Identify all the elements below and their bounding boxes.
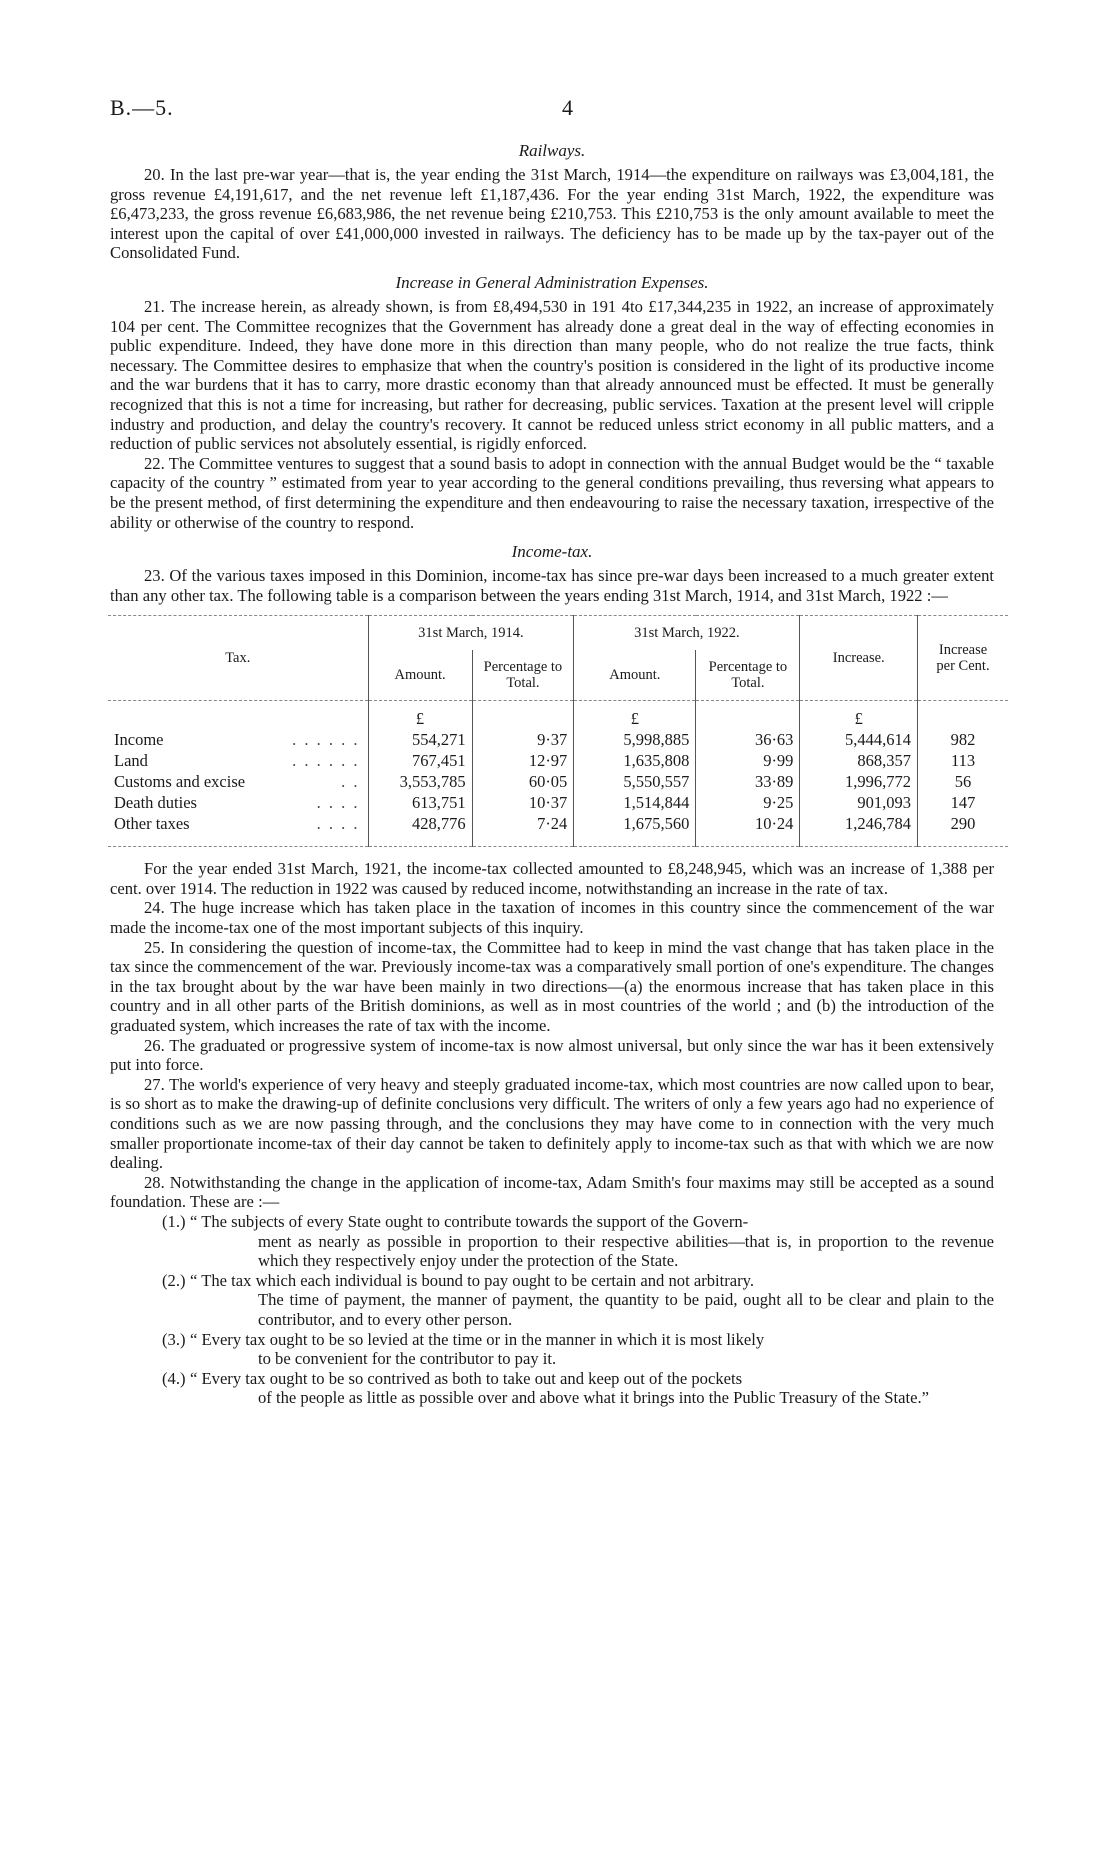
amount-1922-cell: 1,514,844 bbox=[574, 792, 696, 813]
table-header-amount-1922: Amount. bbox=[574, 650, 696, 701]
percentage-1922-cell: 36·63 bbox=[696, 729, 800, 750]
paragraph-21: 21. The increase herein, as already shown, is from £8,494,530 in 191 4to £17,344,235 in 1922, an increase of approximately 104 per cent. The Committee recognizes that the Government has already done a great deal in the way of effecting economies in public expenditure. Indeed, they have done more in this direction than many people, who do not realize the true facts, think necessary. The Committee desires to emphasize that when the country's position is considered in the light of its productive income and the war burdens that it has to carry, more drastic economy than that already announced must be effected. It must be generally recognized that this is not a time for increasing, but rather for decreasing, public services. Taxation at the present level will cripple industry and production, and delay the country's recovery. It cannot be reduced unless strict economy in all public matters, and a reduction of public services not absolutely essential, is rigidly enforced. bbox=[110, 296, 994, 454]
maxim-text-continuation: ment as nearly as possible in proportion to their respective abilities—that is, in proportion to the revenue which they respectively enjoy under the protection of the State. bbox=[258, 1231, 994, 1271]
paragraph-25: 25. In considering the question of income-tax, the Committee had to keep in mind the vast change that has taken place in the tax since the commencement of the war. Previously income-tax was a comparatively small portion of one's expenditure. The changes in the tax brought about by the war have been mainly in two directions—(a) the enormous increase that has taken place in this country and in all other parts of the British dominions, as well as in most countries of the world ; and (b) the introduction of the graduated system, which increases the rate of tax with the income. bbox=[110, 937, 994, 1036]
percentage-1914-cell: 60·05 bbox=[472, 771, 574, 792]
amount-1922-cell: 1,635,808 bbox=[574, 750, 696, 771]
increase-cell: 901,093 bbox=[800, 792, 918, 813]
page-number: 4 bbox=[562, 95, 573, 120]
section-heading-admin: Increase in General Administration Expenses. bbox=[395, 272, 709, 292]
leader-dots: . . . . bbox=[316, 813, 360, 833]
maxim-text-first-line: “ Every tax ought to be so levied at the time or in the manner in which it is most likely bbox=[190, 1329, 765, 1349]
maxim-text-continuation: The time of payment, the manner of payment, the quantity to be paid, ought all to be clear and plain to the contributor, and to every other person. bbox=[258, 1290, 994, 1329]
table-header-amount-1914: Amount. bbox=[368, 650, 472, 701]
paragraph-27: 27. The world's experience of very heavy and steeply graduated income-tax, which most countries are now called upon to bear, is so short as to make the drawing-up of definite conclusions very difficult. The writers of only a few years ago had no experience of conditions such as we are now passing through, and the conclusions they may have come to in connection with the very much smaller proportionate income-tax of their day cannot be taken to definitely apply to income-tax such as that with which we are now dealing. bbox=[110, 1074, 994, 1173]
section-heading-income-tax: Income-tax. bbox=[511, 542, 593, 562]
percentage-1914-cell: 7·24 bbox=[472, 813, 574, 834]
increase-per-cent-cell: 147 bbox=[918, 792, 1008, 813]
document-page bbox=[110, 95, 994, 1408]
paragraph-22: 22. The Committee ventures to suggest that a sound basis to adopt in connection with the annual Budget would be the “ taxable capacity of the country ” estimated from year to year according to the general conditions prevailing, thus reversing what appears to be the present method, of first determining the expenditure and then endeavouring to raise the necessary taxation, irrespective of the ability or otherwise of the country to respond. bbox=[110, 453, 994, 532]
tax-name-cell: Customs and excise bbox=[114, 771, 246, 791]
increase-per-cent-cell: 982 bbox=[918, 729, 1008, 750]
paragraph-20: 20. In the last pre-war year—that is, the year ending the 31st March, 1914—the expenditure on railways was £3,004,181, the gross revenue £4,191,617, and the net revenue left £1,187,436. For the year ending 31st March, 1922, the expenditure was £6,473,233, the gross revenue £6,683,986, the net revenue being £210,753. This £210,753 is the only amount available to meet the interest upon the capital of over £41,000,000 invested in railways. The deficiency has to be made up by the tax-payer out of the Consolidated Fund. bbox=[110, 165, 994, 263]
table-row bbox=[108, 771, 1008, 792]
maxims-list bbox=[110, 1212, 994, 1408]
table-header-1922: 31st March, 1922. bbox=[574, 616, 800, 651]
percentage-1914-cell: 10·37 bbox=[472, 792, 574, 813]
currency-mark-increase: £ bbox=[800, 701, 918, 730]
leader-dots: . . . . . . bbox=[292, 750, 360, 770]
increase-cell: 1,246,784 bbox=[800, 813, 918, 834]
maxim-item bbox=[162, 1368, 994, 1408]
paragraph-24: 24. The huge increase which has taken place in the taxation of incomes in this country since the commencement of the war made the income-tax one of the most important subjects of this inquiry. bbox=[110, 898, 994, 938]
increase-per-cent-cell: 290 bbox=[918, 813, 1008, 834]
maxim-number: (2.) bbox=[162, 1270, 186, 1290]
maxim-item bbox=[162, 1211, 994, 1271]
document-reference: B.—5. bbox=[110, 95, 174, 120]
currency-mark-1914: £ bbox=[368, 701, 472, 730]
increase-per-cent-cell: 56 bbox=[918, 771, 1008, 792]
maxim-number: (4.) bbox=[162, 1368, 186, 1388]
maxim-text-continuation: of the people as little as possible over and above what it brings into the Public Treasury of the State.” bbox=[258, 1388, 929, 1408]
percentage-1922-cell: 33·89 bbox=[696, 771, 800, 792]
increase-cell: 868,357 bbox=[800, 750, 918, 771]
maxim-text-continuation: to be convenient for the contributor to pay it. bbox=[258, 1349, 557, 1369]
maxim-text-first-line: “ The subjects of every State ought to contribute towards the support of the Govern- bbox=[190, 1211, 749, 1231]
currency-mark-1922: £ bbox=[574, 701, 696, 730]
amount-1914-cell: 3,553,785 bbox=[368, 771, 472, 792]
increase-per-cent-cell: 113 bbox=[918, 750, 1008, 771]
amount-1922-cell: 5,998,885 bbox=[574, 729, 696, 750]
table-header-percentage-1922: Percentage to Total. bbox=[696, 650, 800, 701]
amount-1914-cell: 554,271 bbox=[368, 729, 472, 750]
tax-name-cell: Other taxes bbox=[114, 813, 190, 833]
tax-name-cell: Income bbox=[114, 729, 164, 749]
increase-cell: 5,444,614 bbox=[800, 729, 918, 750]
table-header-increase: Increase. bbox=[800, 616, 918, 701]
table-header-percentage-1914: Percentage to Total. bbox=[472, 650, 574, 701]
percentage-1914-cell: 12·97 bbox=[472, 750, 574, 771]
percentage-1914-cell: 9·37 bbox=[472, 729, 574, 750]
maxim-text-first-line: “ The tax which each individual is bound to pay ought to be certain and not arbitrary. bbox=[190, 1270, 755, 1290]
tax-comparison-table bbox=[108, 615, 1008, 847]
table-header-1914: 31st March, 1914. bbox=[368, 616, 574, 651]
maxim-number: (1.) bbox=[162, 1211, 186, 1231]
table-row bbox=[108, 792, 1008, 813]
table-row bbox=[108, 750, 1008, 771]
tax-name-cell: Land bbox=[114, 750, 148, 770]
percentage-1922-cell: 9·25 bbox=[696, 792, 800, 813]
amount-1914-cell: 428,776 bbox=[368, 813, 472, 834]
leader-dots: . . . . bbox=[316, 792, 360, 812]
amount-1922-cell: 5,550,557 bbox=[574, 771, 696, 792]
maxim-item bbox=[162, 1329, 994, 1369]
paragraph-28: 28. Notwithstanding the change in the application of income-tax, Adam Smith's four maxims may still be accepted as a sound foundation. These are :— bbox=[110, 1172, 994, 1212]
increase-cell: 1,996,772 bbox=[800, 771, 918, 792]
table-header-increase-per-cent: Increase per Cent. bbox=[918, 616, 1008, 701]
tax-table-body bbox=[108, 729, 1008, 834]
percentage-1922-cell: 9·99 bbox=[696, 750, 800, 771]
tax-name-cell: Death duties bbox=[114, 792, 197, 812]
table-row bbox=[108, 813, 1008, 834]
amount-1922-cell: 1,675,560 bbox=[574, 813, 696, 834]
table-header-tax: Tax. bbox=[225, 650, 251, 667]
page-header bbox=[110, 95, 994, 135]
maxim-text-first-line: “ Every tax ought to be so contrived as both to take out and keep out of the pockets bbox=[190, 1368, 743, 1388]
maxim-item bbox=[162, 1270, 994, 1330]
section-heading-railways: Railways. bbox=[518, 141, 586, 160]
maxim-number: (3.) bbox=[162, 1329, 186, 1349]
amount-1914-cell: 613,751 bbox=[368, 792, 472, 813]
leader-dots: . . bbox=[341, 771, 360, 791]
table-row bbox=[108, 729, 1008, 750]
percentage-1922-cell: 10·24 bbox=[696, 813, 800, 834]
paragraph-23: 23. Of the various taxes imposed in this Dominion, income-tax has since pre-war days been increased to a much greater extent than any other tax. The following table is a comparison between the years ending 31st March, 1914, and 31st March, 1922 :— bbox=[110, 566, 994, 605]
leader-dots: . . . . . . bbox=[292, 729, 360, 749]
paragraph-23-continued: For the year ended 31st March, 1921, the income-tax collected amounted to £8,248,945, which was an increase of 1,388 per cent. over 1914. The reduction in 1922 was caused by reduced income, notwithstanding an increase in the rate of tax. bbox=[110, 859, 994, 898]
paragraph-26: 26. The graduated or progressive system of income-tax is now almost universal, but only since the war has it been extensively put into force. bbox=[110, 1035, 994, 1075]
amount-1914-cell: 767,451 bbox=[368, 750, 472, 771]
